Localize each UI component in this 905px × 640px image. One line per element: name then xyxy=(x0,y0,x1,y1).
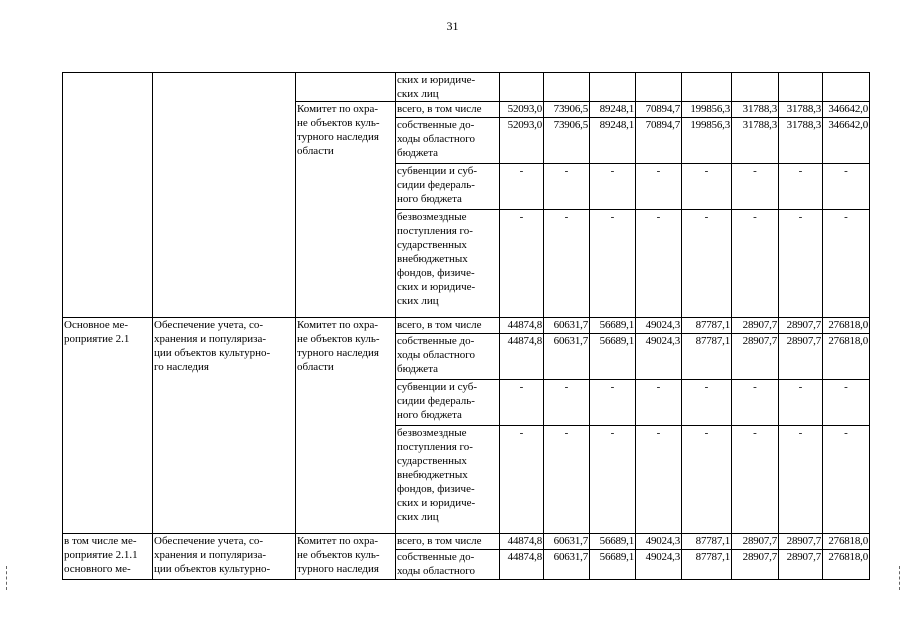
funding-source-cell: ских и юридиче- ских лиц xyxy=(396,73,500,102)
amount-cell: 276818,0 xyxy=(823,534,870,550)
amount-cell xyxy=(823,73,870,102)
amount-cell: 73906,5 xyxy=(544,102,590,118)
event-name-cell: Обеспечение учета, со- хранения и популяриза- ции объектов культурно- го наследия xyxy=(153,318,296,534)
executor-cell: Комитет по охра- не объектов куль- турного наследия области xyxy=(296,102,396,318)
amount-cell: - xyxy=(500,164,544,210)
amount-cell: 31788,3 xyxy=(732,102,779,118)
amount-cell: - xyxy=(500,380,544,426)
amount-cell: 89248,1 xyxy=(590,118,636,164)
amount-cell: - xyxy=(682,426,732,534)
amount-cell: 31788,3 xyxy=(732,118,779,164)
budget-table-body xyxy=(63,73,870,580)
amount-cell: 70894,7 xyxy=(636,102,682,118)
amount-cell: - xyxy=(544,426,590,534)
amount-cell: 44874,8 xyxy=(500,318,544,334)
amount-cell: - xyxy=(823,380,870,426)
funding-source-cell: всего, в том числе xyxy=(396,102,500,118)
funding-source-cell: безвозмездные поступления го- сударственных внебюджетных фондов, физиче- ских и юридиче- ских лиц xyxy=(396,426,500,534)
amount-cell: - xyxy=(500,210,544,318)
funding-source-cell: собственные до- ходы областного xyxy=(396,550,500,580)
amount-cell: 44874,8 xyxy=(500,550,544,580)
amount-cell: 276818,0 xyxy=(823,318,870,334)
amount-cell: 28907,7 xyxy=(779,534,823,550)
amount-cell: 31788,3 xyxy=(779,102,823,118)
funding-source-cell: всего, в том числе xyxy=(396,534,500,550)
amount-cell: - xyxy=(636,164,682,210)
amount-cell: - xyxy=(732,426,779,534)
amount-cell: 49024,3 xyxy=(636,318,682,334)
amount-cell: 276818,0 xyxy=(823,550,870,580)
amount-cell: 199856,3 xyxy=(682,118,732,164)
amount-cell: 28907,7 xyxy=(779,334,823,380)
amount-cell: 56689,1 xyxy=(590,534,636,550)
amount-cell: - xyxy=(636,210,682,318)
amount-cell: - xyxy=(636,380,682,426)
amount-cell: 60631,7 xyxy=(544,334,590,380)
amount-cell: 56689,1 xyxy=(590,334,636,380)
amount-cell: 49024,3 xyxy=(636,550,682,580)
page-number: 31 xyxy=(446,19,459,33)
amount-cell: - xyxy=(590,210,636,318)
amount-cell: - xyxy=(544,380,590,426)
amount-cell: 60631,7 xyxy=(544,550,590,580)
funding-source-cell: безвозмездные поступления го- сударственных внебюджетных фондов, физиче- ских и юридиче- ских лиц xyxy=(396,210,500,318)
funding-source-cell: всего, в том числе xyxy=(396,318,500,334)
amount-cell: 199856,3 xyxy=(682,102,732,118)
amount-cell: 31788,3 xyxy=(779,118,823,164)
amount-cell: 28907,7 xyxy=(732,318,779,334)
amount-cell: - xyxy=(682,164,732,210)
funding-source-cell: собственные до- ходы областного бюджета xyxy=(396,334,500,380)
amount-cell: 52093,0 xyxy=(500,118,544,164)
amount-cell: 346642,0 xyxy=(823,102,870,118)
amount-cell xyxy=(500,73,544,102)
amount-cell: 44874,8 xyxy=(500,534,544,550)
amount-cell: 276818,0 xyxy=(823,334,870,380)
table-row xyxy=(63,318,870,334)
amount-cell: - xyxy=(823,164,870,210)
status-cell xyxy=(63,73,153,318)
amount-cell: - xyxy=(732,164,779,210)
amount-cell: - xyxy=(779,164,823,210)
amount-cell: - xyxy=(779,426,823,534)
executor-cell: Комитет по охра- не объектов куль- турного наследия области xyxy=(296,318,396,534)
table-row xyxy=(63,534,870,550)
budget-table xyxy=(62,72,870,580)
amount-cell: - xyxy=(682,380,732,426)
amount-cell: - xyxy=(732,210,779,318)
amount-cell xyxy=(732,73,779,102)
amount-cell: - xyxy=(636,426,682,534)
amount-cell: - xyxy=(823,210,870,318)
executor-cell-empty xyxy=(296,73,396,102)
left-edge-mark xyxy=(6,566,7,590)
right-edge-mark xyxy=(899,566,900,590)
amount-cell: - xyxy=(590,380,636,426)
funding-source-cell: субвенции и суб- сидии федераль- ного бюджета xyxy=(396,380,500,426)
status-cell: в том числе ме- роприятие 2.1.1 основного ме- xyxy=(63,534,153,580)
table-row xyxy=(63,73,870,102)
amount-cell xyxy=(544,73,590,102)
amount-cell: 70894,7 xyxy=(636,118,682,164)
amount-cell: 89248,1 xyxy=(590,102,636,118)
amount-cell: - xyxy=(779,380,823,426)
amount-cell: - xyxy=(590,426,636,534)
amount-cell: 60631,7 xyxy=(544,318,590,334)
amount-cell: 56689,1 xyxy=(590,550,636,580)
amount-cell: 28907,7 xyxy=(732,534,779,550)
amount-cell: - xyxy=(823,426,870,534)
amount-cell: - xyxy=(544,210,590,318)
status-cell: Основное ме- роприятие 2.1 xyxy=(63,318,153,534)
amount-cell: 44874,8 xyxy=(500,334,544,380)
executor-cell: Комитет по охра- не объектов куль- турного наследия xyxy=(296,534,396,580)
event-name-cell xyxy=(153,73,296,318)
amount-cell: 73906,5 xyxy=(544,118,590,164)
amount-cell xyxy=(590,73,636,102)
amount-cell xyxy=(636,73,682,102)
amount-cell xyxy=(779,73,823,102)
amount-cell: - xyxy=(779,210,823,318)
amount-cell: 60631,7 xyxy=(544,534,590,550)
amount-cell: 346642,0 xyxy=(823,118,870,164)
funding-source-cell: собственные до- ходы областного бюджета xyxy=(396,118,500,164)
amount-cell: - xyxy=(682,210,732,318)
amount-cell: - xyxy=(590,164,636,210)
amount-cell: 28907,7 xyxy=(732,550,779,580)
amount-cell: 87787,1 xyxy=(682,534,732,550)
amount-cell xyxy=(682,73,732,102)
amount-cell: - xyxy=(544,164,590,210)
amount-cell: - xyxy=(732,380,779,426)
amount-cell: 28907,7 xyxy=(779,550,823,580)
amount-cell: 87787,1 xyxy=(682,550,732,580)
funding-source-cell: субвенции и суб- сидии федераль- ного бюджета xyxy=(396,164,500,210)
amount-cell: 56689,1 xyxy=(590,318,636,334)
amount-cell: - xyxy=(500,426,544,534)
amount-cell: 87787,1 xyxy=(682,334,732,380)
amount-cell: 49024,3 xyxy=(636,534,682,550)
amount-cell: 87787,1 xyxy=(682,318,732,334)
amount-cell: 49024,3 xyxy=(636,334,682,380)
event-name-cell: Обеспечение учета, со- хранения и популяриза- ции объектов культурно- xyxy=(153,534,296,580)
amount-cell: 52093,0 xyxy=(500,102,544,118)
amount-cell: 28907,7 xyxy=(732,334,779,380)
amount-cell: 28907,7 xyxy=(779,318,823,334)
